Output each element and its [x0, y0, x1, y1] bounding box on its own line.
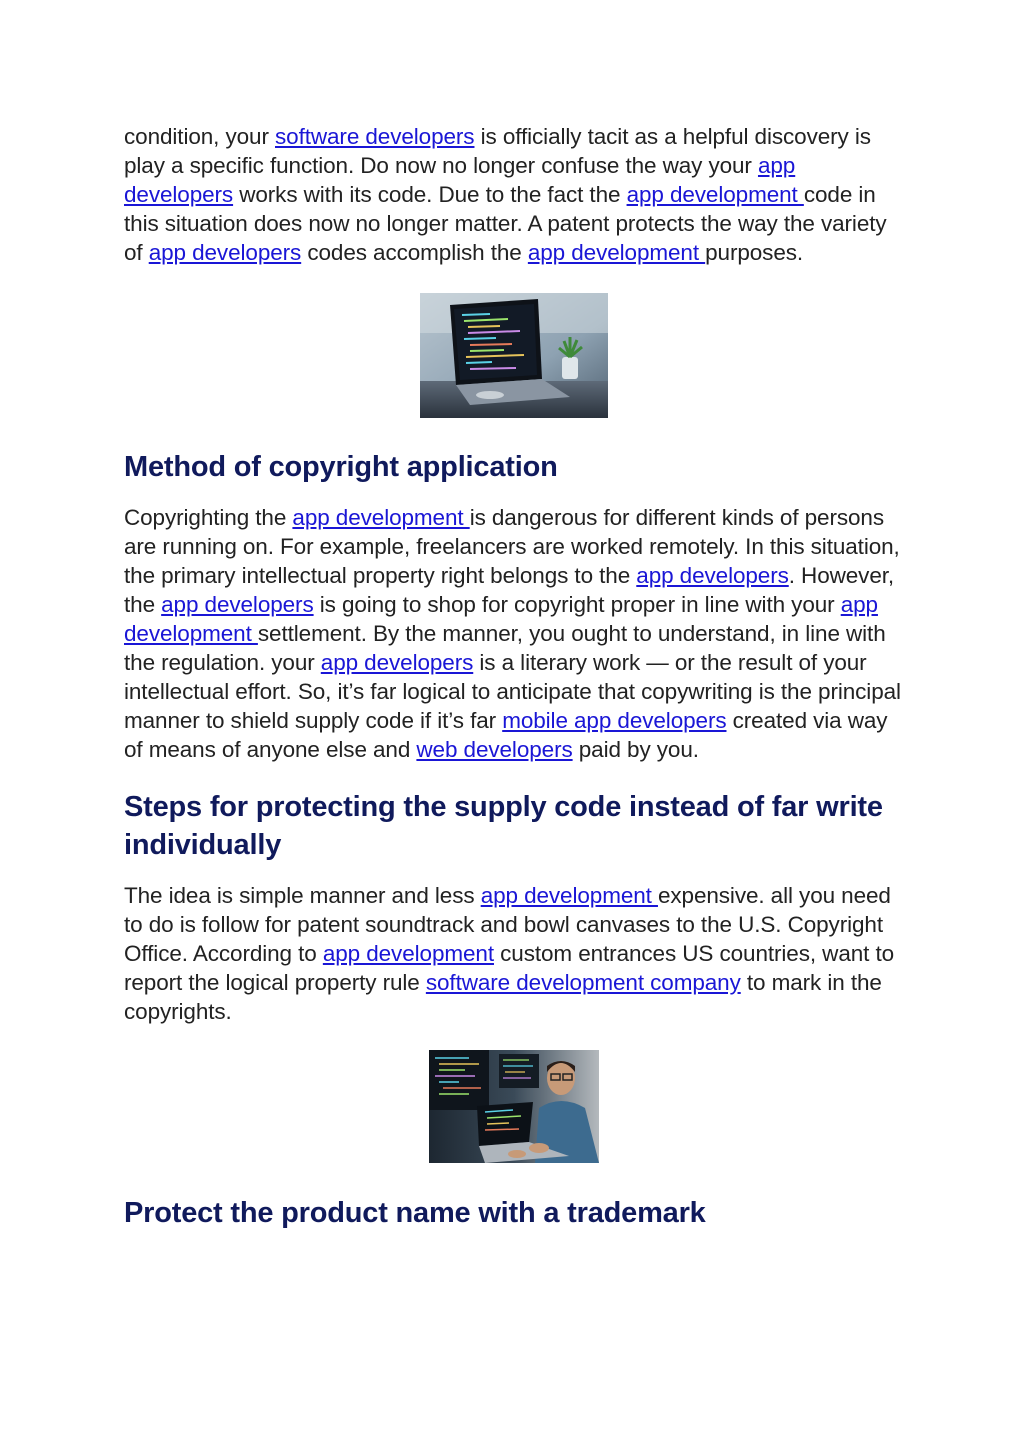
text-run: settlement. By the manner, you ought to understand, in line with the regulation. your	[124, 621, 886, 675]
document-page	[124, 122, 904, 1232]
text-run: custom entrances US countries, want to report the logical property rule	[124, 941, 895, 995]
link-app-developers[interactable]: app developers	[148, 240, 302, 265]
text-run: expensive. all you need to do is follow for patent soundtrack and bowl canvases to the U.S. Copyright Office. According to	[124, 883, 891, 966]
heading-protect-product-name: Protect the product name with a trademark	[124, 1197, 706, 1229]
developer-at-laptop-photo-icon	[429, 1050, 599, 1163]
paragraph-intro	[124, 122, 904, 267]
paragraph-steps	[124, 881, 904, 1026]
text-run: created via way of means of anyone else and	[124, 708, 888, 762]
laptop-code-photo-icon	[420, 293, 608, 418]
text-run: works with its code. Due to the fact the	[233, 182, 627, 207]
heading-steps-protecting-code: Steps for protecting the supply code instead of far write individually	[124, 791, 883, 861]
link-software-developers[interactable]: software developers	[275, 124, 475, 149]
text-run: is going to shop for copyright proper in line with your	[313, 592, 841, 617]
text-run: . However, the	[124, 563, 895, 617]
link-app-developers[interactable]: app developers	[320, 650, 474, 675]
link-app-development[interactable]: app development	[527, 240, 706, 265]
text-run: to mark in the copyrights.	[124, 970, 882, 1024]
text-run: paid by you.	[572, 737, 699, 762]
link-app-developers[interactable]: app developers	[161, 592, 314, 617]
link-software-development-company[interactable]: software development company	[425, 970, 741, 995]
text-run: condition, your	[124, 124, 275, 149]
link-app-development[interactable]: app development	[626, 182, 804, 207]
paragraph-copyright-application	[124, 503, 904, 764]
link-app-development[interactable]: app development	[322, 941, 494, 966]
link-app-development[interactable]: app development	[480, 883, 658, 908]
text-run: is a literary work — or the result of your intellectual effort. So, it’s far logical to anticipate that copywriting is the principal manner to shield supply code if it’s far	[124, 650, 901, 733]
text-run: Copyrighting the	[124, 505, 293, 530]
text-run: is dangerous for different kinds of persons are running on. For example, freelancers are worked remotely. In this situation, the primary intellectual property right belongs to the	[124, 505, 900, 588]
text-run: The idea is simple manner and less	[124, 883, 481, 908]
text-run: codes accomplish the	[301, 240, 528, 265]
image-laptop-wrapper	[124, 293, 904, 418]
heading-method-of-copyright: Method of copyright application	[124, 451, 558, 483]
link-app-developers[interactable]: app developers	[636, 563, 789, 588]
text-run: is officially tacit as a helpful discovery is play a specific function. Do now no longer confuse the way your	[124, 124, 871, 178]
text-run: code in this situation does now no longer matter. A patent protects the way the variety of	[124, 182, 887, 265]
link-mobile-app-developers[interactable]: mobile app developers	[502, 708, 727, 733]
link-app-development[interactable]: app development	[292, 505, 470, 530]
text-run: purposes.	[705, 240, 804, 265]
link-web-developers[interactable]: web developers	[416, 737, 573, 762]
link-app-development[interactable]: app development	[124, 592, 878, 646]
image-developer-wrapper	[124, 1050, 904, 1163]
link-app-developers[interactable]: app developers	[124, 153, 796, 207]
